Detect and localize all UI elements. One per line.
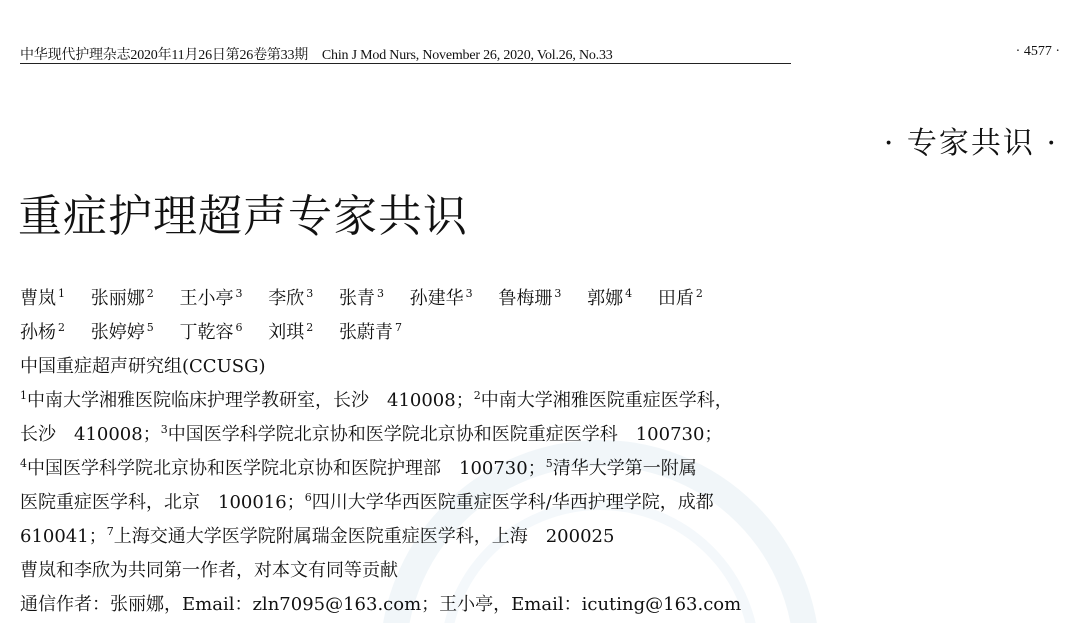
affiliation-text: 医院重症医学科，北京 100016； [20, 492, 305, 513]
author [658, 288, 703, 309]
author [91, 322, 154, 343]
affiliation-line [20, 522, 614, 548]
author [91, 288, 154, 309]
author [268, 288, 313, 309]
author-name: 孙杨 [20, 322, 56, 343]
author-affiliation-mark: 6 [235, 321, 243, 334]
correspondence-line: 通信作者：张丽娜，Email：zln7095@163.com；王小亭，Email：icuting@163.com [20, 594, 742, 615]
author-affiliation-mark: 3 [465, 287, 473, 300]
affiliation-mark: 2 [473, 389, 481, 402]
author-affiliation-mark: 3 [376, 287, 384, 300]
author [20, 322, 65, 343]
author-affiliation-mark: 1 [58, 287, 65, 300]
author-name: 张蔚青 [338, 322, 393, 343]
co-first-author-note: 曹岚和李欣为共同第一作者，对本文有同等贡献 [20, 560, 398, 581]
author-affiliation-mark: 2 [146, 287, 154, 300]
affiliation-text: 中国医学科学院北京协和医学院北京协和医院重症医学科 100730； [167, 424, 723, 445]
author-name: 张青 [338, 288, 375, 309]
affiliation-text: 610041； [20, 526, 107, 547]
author [20, 288, 65, 309]
affiliation-mark: 5 [545, 457, 553, 470]
author-name: 刘琪 [268, 322, 305, 343]
page-number: · 4577 · [1015, 44, 1060, 59]
affiliation-line [20, 488, 714, 514]
affiliation-mark: 7 [106, 525, 114, 538]
author [410, 288, 473, 309]
author-affiliation-mark: 3 [306, 287, 314, 300]
author-name: 张丽娜 [90, 288, 145, 309]
affiliation-text: 四川大学华西医院重症医学科/华西护理学院，成都 [311, 492, 714, 513]
author-name: 郭娜 [587, 288, 624, 309]
authors-line-1 [20, 284, 723, 310]
affiliation-mark: 6 [304, 491, 312, 504]
author-affiliation-mark: 2 [306, 321, 314, 334]
affiliation-text: 长沙 410008； [20, 424, 161, 445]
author-name: 丁乾容 [179, 322, 234, 343]
author-name: 王小亭 [179, 288, 234, 309]
affiliation-text: 中国医学科学院北京协和医学院北京协和医院护理部 100730； [27, 458, 546, 479]
author [179, 322, 242, 343]
author [268, 322, 313, 343]
author [498, 288, 561, 309]
article-title: 重症护理超声专家共识 [18, 191, 468, 242]
running-header: 中华现代护理杂志2020年11月26日第26卷第33期 Chin J Mod Nurs, November 26, 2020, Vol.26, No.33 [20, 48, 613, 63]
study-group: 中国重症超声研究组(CCUSG) [20, 356, 266, 377]
affiliation-text: 中南大学湘雅医院临床护理学教研室，长沙 410008； [27, 390, 474, 411]
author-affiliation-mark: 5 [146, 321, 154, 334]
affiliation-line [20, 454, 697, 480]
author [587, 288, 632, 309]
affiliation-line [20, 420, 722, 446]
affiliation-mark: 3 [160, 423, 168, 436]
author-affiliation-mark: 3 [554, 287, 562, 300]
section-label: · 专家共识 · [883, 126, 1058, 161]
author-name: 鲁梅珊 [498, 288, 553, 309]
author-name: 李欣 [268, 288, 305, 309]
affiliation-line [20, 386, 733, 412]
author [339, 322, 402, 343]
affiliation-text: 清华大学第一附属 [552, 458, 697, 479]
author-affiliation-mark: 4 [625, 287, 633, 300]
affiliation-text: 中南大学湘雅医院重症医学科， [480, 390, 733, 411]
affiliation-text: 上海交通大学医学院附属瑞金医院重症医学科，上海 200025 [113, 526, 615, 547]
author-affiliation-mark: 2 [58, 321, 65, 334]
affiliation-mark: 1 [20, 389, 27, 402]
author-affiliation-mark: 7 [394, 321, 402, 334]
author [179, 288, 242, 309]
author-name: 孙建华 [409, 288, 464, 309]
author-affiliation-mark: 2 [695, 287, 703, 300]
author-name: 张婷婷 [90, 322, 145, 343]
authors-line-2 [20, 318, 422, 344]
author-name: 曹岚 [20, 288, 56, 309]
header-rule [20, 63, 791, 64]
author [339, 288, 384, 309]
affiliation-mark: 4 [20, 457, 27, 470]
author-name: 田盾 [657, 288, 694, 309]
author-affiliation-mark: 3 [235, 287, 243, 300]
